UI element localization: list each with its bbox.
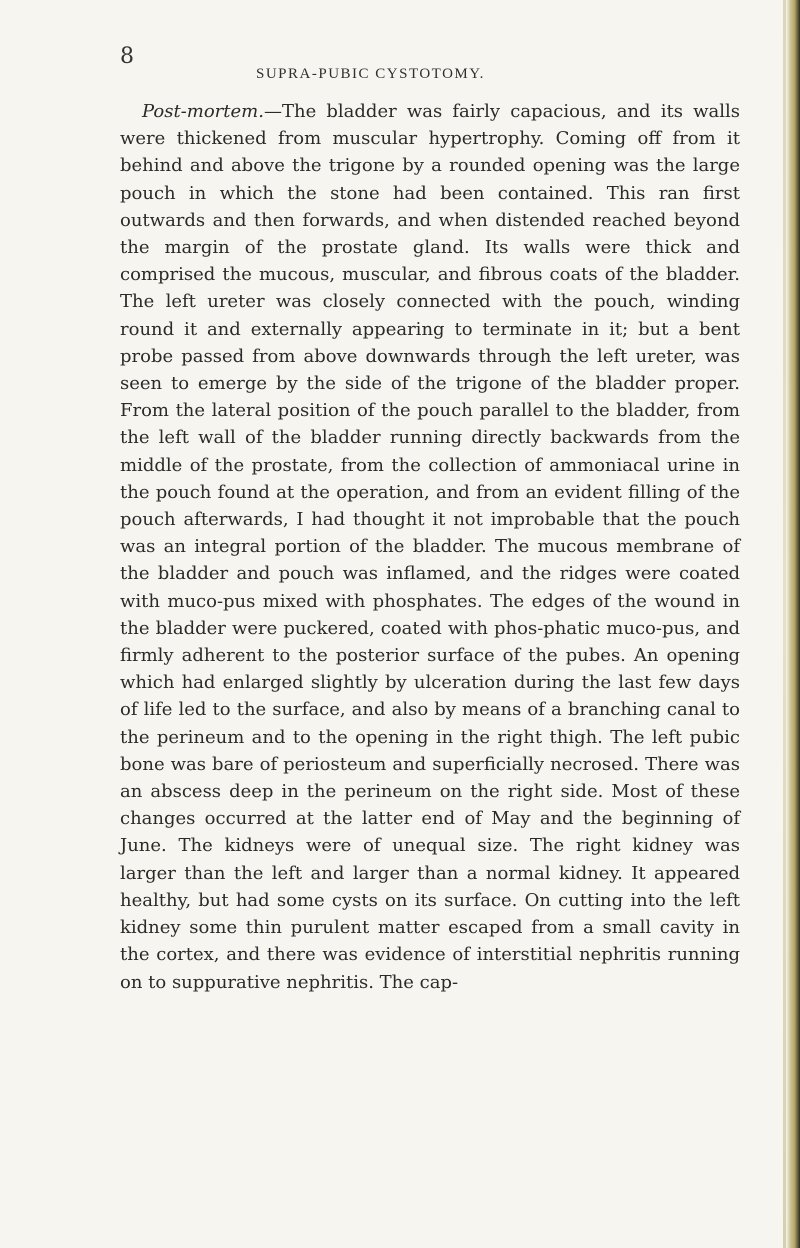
page-edge-shadow — [786, 0, 800, 1248]
paragraph-text: —The bladder was fairly capacious, and its walls were thickened from muscular hypertrophy. Coming off from it behind and above the trigone by a rounded opening was the large pouch in which the stone had been contained. This ran first outwards and then forwards, and when distended reached beyond the margin of the prostate gland. Its walls were thick and comprised the mucous, muscular, and fibrous coats of the bladder. The left ureter was closely connected with the pouch, winding round it and externally appearing to terminate in it; but a bent probe passed from above downwards through the left ureter, was seen to emerge by the side of the trigone of the bladder proper. From the lateral position of the pouch parallel to the bladder, from the left wall of the bladder running directly backwards from the middle of the prostate, from the collection of ammoniacal urine in the pouch found at the operation, and from an evident filling of the pouch afterwards, I had thought it not improbable that the pouch was an integral portion of the bladder. The mucous membrane of the bladder and pouch was inflamed, and the ridges were coated with muco-pus mixed with phosphates. The edges of the wound in the bladder were puckered, coated with phos-phatic muco-pus, and firmly adherent to the posterior surface of the pubes. An opening which had enlarged slightly by ulceration during the last few days of life led to the surface, and also by means of a branching canal to the perineum and to the opening in the right thigh. The left pubic bone was bare of periosteum and superficially necrosed. There was an abscess deep in the perineum on the right side. Most of these changes occurred at the latter end of May and the beginning of June. The kidneys were of unequal size. The right kidney was larger than the left and larger than a normal kidney. It appeared healthy, but had some cysts on its surface. On cutting into the left kidney some thin purulent matter escaped from a small cavity in the cortex, and there was evidence of interstitial nephritis running on to suppurative nephritis. The cap- — [120, 101, 740, 993]
running-title: SUPRA-PUBIC CYSTOTOMY. — [256, 66, 485, 82]
body-paragraph — [120, 98, 740, 996]
section-lead: Post-mortem. — [142, 101, 264, 122]
page-number: 8 — [120, 44, 134, 69]
